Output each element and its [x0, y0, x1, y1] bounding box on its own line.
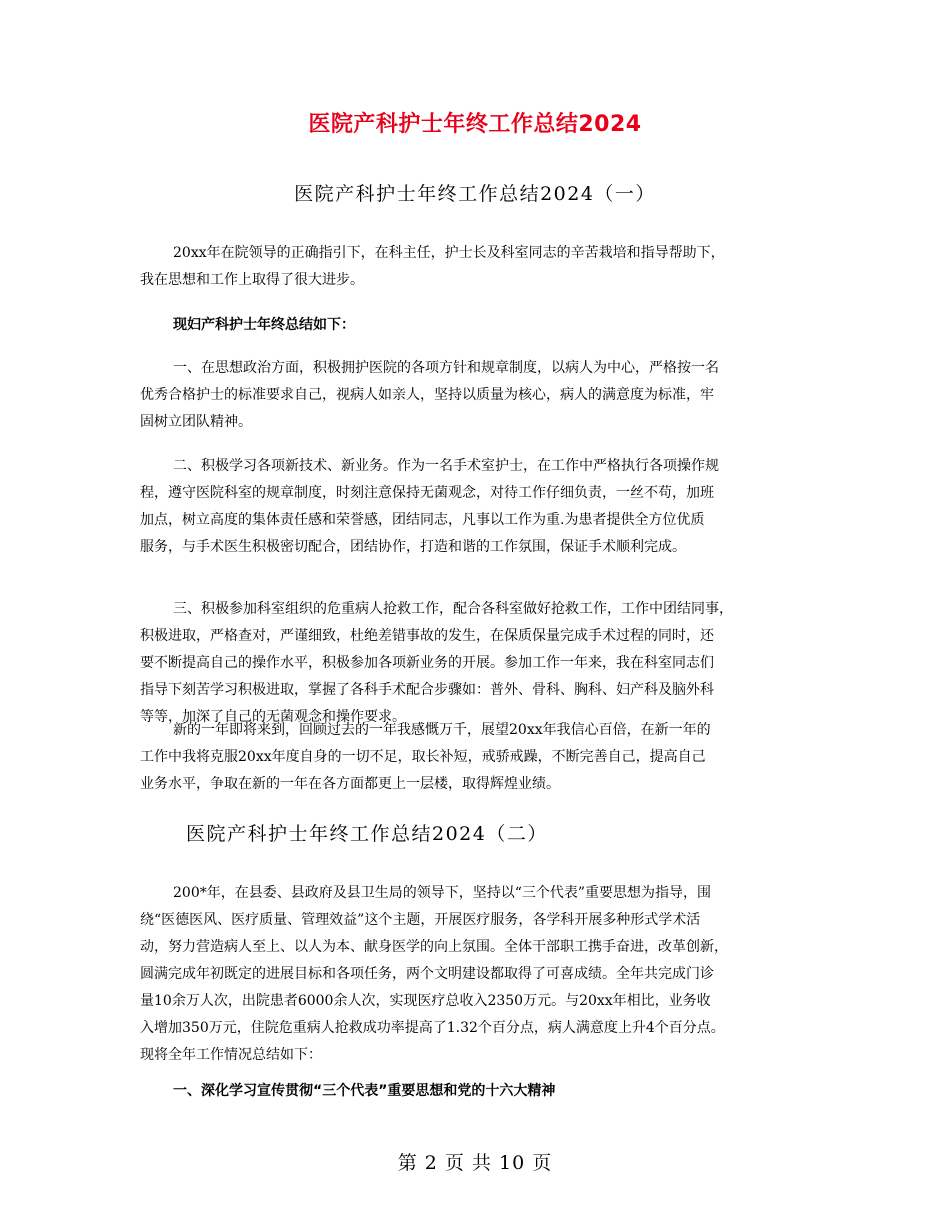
paragraph-4 — [140, 596, 820, 731]
paragraph-line: 等等，加深了自己的无菌观念和操作要求。 — [140, 709, 406, 725]
paragraph-line: 现将全年工作情况总结如下： — [140, 1047, 322, 1063]
summary-heading: 现妇产科护士年终总结如下： — [173, 317, 355, 333]
paragraph-1 — [140, 240, 820, 294]
paragraph-line: 二、积极学习各项新技术、新业务。作为一名手术室护士，在工作中严格执行各项操作规 — [173, 458, 719, 474]
paragraph-line: 新的一年即将来到，回顾过去的一年我感慨万千，展望20xx年我信心百倍，在新一年的 — [173, 722, 711, 738]
paragraph-line: 我在思想和工作上取得了很大进步。 — [140, 272, 364, 288]
document-title: 医院产科护士年终工作总结2024 — [308, 112, 642, 137]
paragraph-6 — [140, 880, 820, 1069]
paragraph-line: 动，努力营造病人至上、以人为本、献身医学的向上氛围。全体干部职工携手奋进，改革创新， — [140, 939, 728, 955]
paragraph-3 — [140, 453, 820, 561]
paragraph-line: 要不断提高自己的操作水平，积极参加各项新业务的开展。参加工作一年来，我在科室同志们 — [140, 655, 714, 671]
paragraph-line: 工作中我将克服20xx年度自身的一切不足，取长补短，戒骄戒躁，不断完善自己，提高自己 — [140, 749, 706, 765]
paragraph-line: 积极进取，严格查对，严谨细致，杜绝差错事故的发生，在保质保量完成手术过程的同时，还 — [140, 628, 714, 644]
page-number-footer: 第 2 页 共 10 页 — [397, 1152, 553, 1174]
section-title-2: 医院产科护士年终工作总结2024（二） — [186, 823, 548, 845]
paragraph-line: 绕“医德医风、医疗质量、管理效益”这个主题，开展医疗服务，各学科开展多种形式学术活 — [140, 912, 701, 928]
paragraph-line: 量10余万人次，出院患者6000余人次，实现医疗总收入2350万元。与20xx年相比，业务收 — [140, 993, 711, 1009]
paragraph-line: 指导下刻苦学习积极进取，掌握了各科手术配合步骤如：普外、骨科、胸科、妇产科及脑外科 — [140, 682, 714, 698]
paragraph-line: 优秀合格护士的标准要求自己，视病人如亲人，坚持以质量为核心，病人的满意度为标准，牢 — [140, 387, 714, 403]
paragraph-line: 服务，与手术医生积极密切配合，团结协作，打造和谐的工作氛围，保证手术顺利完成。 — [140, 539, 686, 555]
paragraph-2 — [140, 355, 820, 436]
paragraph-line: 200*年，在县委、县政府及县卫生局的领导下，坚持以“三个代表”重要思想为指导，围 — [173, 885, 712, 901]
paragraph-5 — [140, 717, 820, 798]
paragraph-line: 业务水平，争取在新的一年在各方面都更上一层楼，取得辉煌业绩。 — [140, 776, 560, 792]
paragraph-line: 一、在思想政治方面，积极拥护医院的各项方针和规章制度，以病人为中心，严格按一名 — [173, 360, 719, 376]
paragraph-line: 固树立团队精神。 — [140, 414, 252, 430]
paragraph-line: 入增加350万元，住院危重病人抢救成功率提高了1.32个百分点，病人满意度上升4个百分点。 — [140, 1020, 725, 1036]
paragraph-line: 20xx年在院领导的正确指引下，在科主任，护士长及科室同志的辛苦栽培和指导帮助下， — [173, 245, 725, 261]
paragraph-line: 加点，树立高度的集体责任感和荣誉感，团结同志，凡事以工作为重.为患者提供全方位优质 — [140, 512, 705, 528]
paragraph-line: 程，遵守医院科室的规章制度，时刻注意保持无菌观念，对待工作仔细负责，一丝不苟，加班 — [140, 485, 714, 501]
subsection-heading: 一、深化学习宣传贯彻“三个代表”重要思想和党的十六大精神 — [173, 1083, 556, 1099]
paragraph-line: 三、积极参加科室组织的危重病人抢救工作，配合各科室做好抢救工作，工作中团结同事， — [173, 601, 733, 617]
paragraph-line: 圆满完成年初既定的进展目标和各项任务，两个文明建设都取得了可喜成绩。全年共完成门诊 — [140, 966, 714, 982]
section-title-1: 医院产科护士年终工作总结2024（一） — [294, 183, 656, 205]
